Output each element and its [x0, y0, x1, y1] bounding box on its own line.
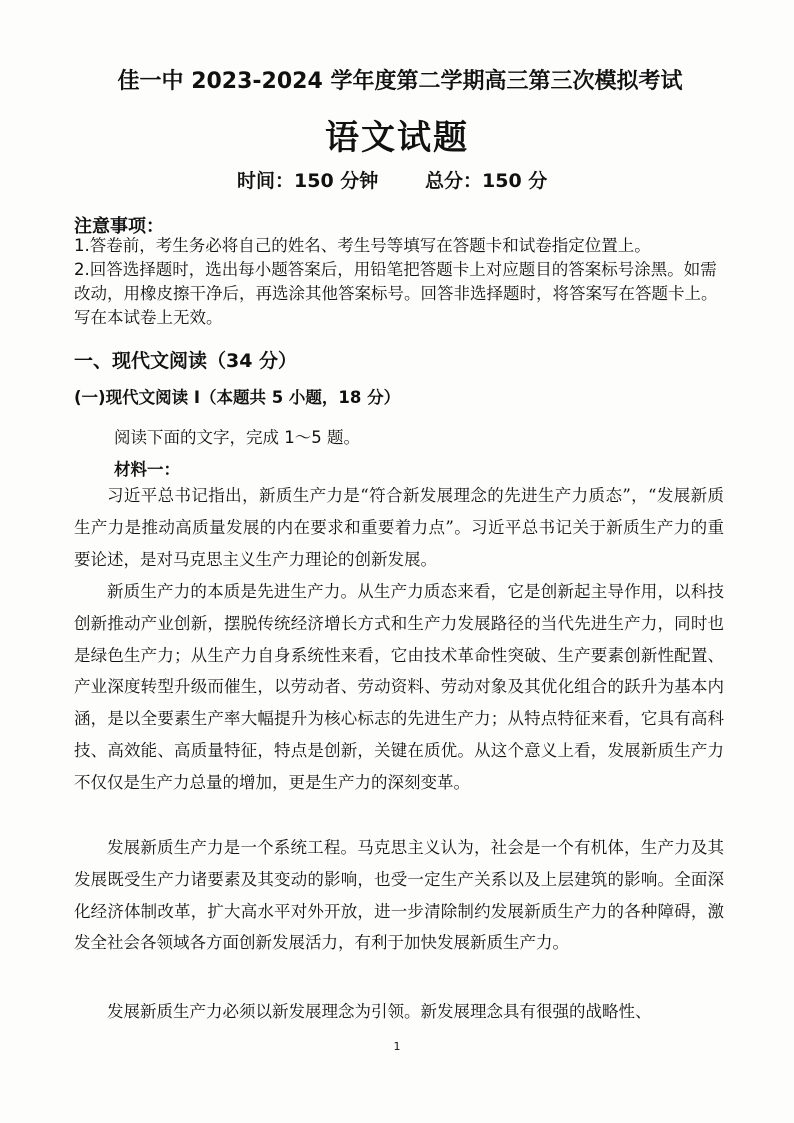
section-heading: 一、现代文阅读（34 分）: [74, 350, 298, 372]
reading-paragraph-2: 新质生产力的本质是先进生产力。从生产力质态来看，它是创新起主导作用，以科技创新推动产业创新，摆脱传统经济增长方式和生产力发展路径的当代先进生产力，同时也是绿色生产力；从生产力自身系统性来看，它由技术革命性突破、生产要素创新性配置、产业深度转型升级而催生，以劳动者、劳动资料、劳动对象及其优化组合的跃升为基本内涵，是以全要素生产率大幅提升为核心标志的先进生产力；从特点特征来看，它具有高科技、高效能、高质量特征，特点是创新，关键在质优。从这个意义上看，发展新质生产力不仅仅是生产力总量的增加，更是生产力的深刻变革。: [74, 582, 724, 792]
material-label: 材料一：: [114, 460, 180, 479]
reading-instruction: 阅读下面的文字，完成 1～5 题。: [114, 428, 360, 447]
reading-paragraph-1: 习近平总书记指出，新质生产力是“符合新发展理念的先进生产力质态”，“发展新质生产力是推动高质量发展的内在要求和重要着力点”。习近平总书记关于新质生产力的重要论述，是对马克思主义生产力理论的创新发展。: [74, 486, 724, 569]
notice-item-2: 2.回答选择题时，选出每小题答案后，用铅笔把答题卡上对应题目的答案标号涂黑。如需改动，用橡皮擦干净后，再选涂其他答案标号。回答非选择题时，将答案写在答题卡上。写在本试卷上无效。: [74, 260, 718, 327]
page-number: 1: [393, 1040, 401, 1053]
notice-item-1: 1.答卷前，考生务必将自己的姓名、考生号等填写在答题卡和试卷指定位置上。: [74, 236, 651, 255]
subsection-heading: (一)现代文阅读 I（本题共 5 小题，18 分）: [74, 388, 401, 407]
exam-title: 佳一中 2023-2024 学年度第二学期高三第三次模拟考试: [117, 69, 683, 94]
subject-title: 语文试题: [325, 118, 469, 158]
reading-paragraph-3: 发展新质生产力是一个系统工程。马克思主义认为，社会是一个有机体，生产力及其发展既受生产力诸要素及其变动的影响，也受一定生产关系以及上层建筑的影响。全面深化经济体制改革，扩大高水平对外开放，进一步清除制约发展新质生产力的各种障碍，激发全社会各领域各方面创新发展活力，有利于加快发展新质生产力。: [74, 838, 724, 953]
notice-heading: 注意事项：: [74, 216, 164, 237]
exam-time: 时间：150 分钟: [237, 170, 379, 192]
exam-total-score: 总分：150 分: [425, 170, 548, 192]
reading-paragraph-4: 发展新质生产力必须以新发展理念为引领。新发展理念具有很强的战略性、: [107, 1002, 652, 1021]
